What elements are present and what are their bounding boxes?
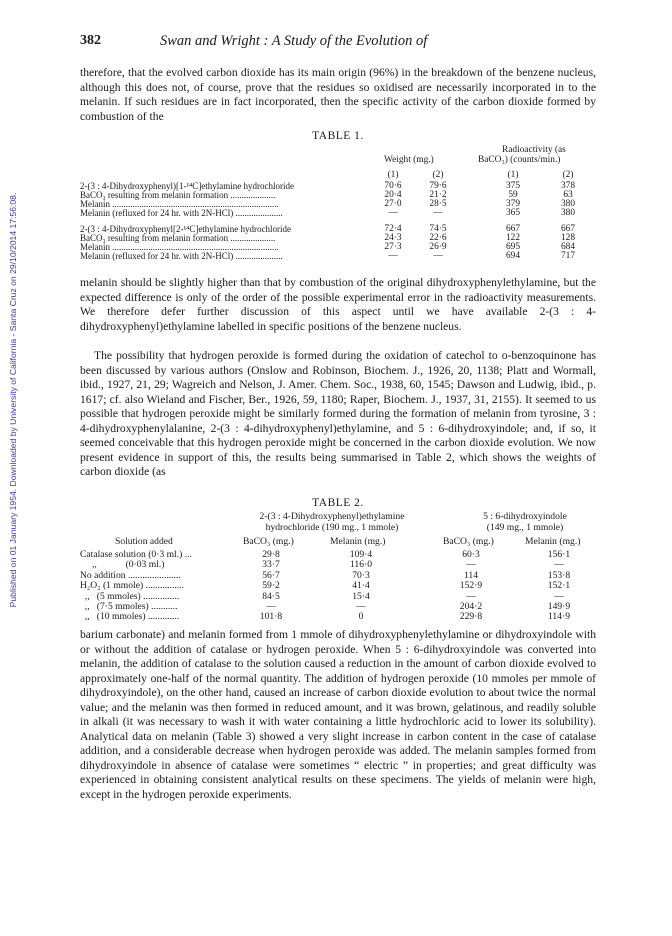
table-1-cell-r2: 380 [560,208,576,218]
table-2-cell-a1: — [266,601,276,612]
table-2-cell-b2: 149·9 [547,601,571,612]
table-1-cell-r1: 695 [505,242,521,252]
table-2-row-label: ,, (7·5 mmoles) ........... [80,601,178,612]
table-1-cell-w2: 28·5 [429,199,447,209]
running-head: Swan and Wright : A Study of the Evolution of [160,33,428,49]
table-2-group-1-line-1: 2-(3 : 4-Dihydroxyphenyl)ethylamine [259,511,405,522]
table-1-row-label: BaCO₃ resulting from melanin formation .................... [80,190,276,200]
table-2-col-baco3-a: BaCO₃ (mg.) [243,536,294,547]
table-1-cell-r1: 379 [505,199,521,209]
table-1-row-label: Melanin (refluxed for 24 hr. with 2N-HCl) ..................... [80,251,283,261]
table-2-cell-a1: 84·5 [262,590,280,602]
table-2-cell-b2: 114·9 [547,611,571,623]
table-2-cell-b1: 114 [463,569,479,581]
table-2-cell-b1: 204·2 [459,601,483,612]
table-1-sub-1: (1) [387,170,399,180]
table-2-cell-a2: 15·4 [352,590,370,602]
table-2-cell-b1: 60·3 [462,549,480,560]
table-1-cell-r1: 59 [508,190,518,200]
table-2-cell-b2: — [554,559,564,571]
table-2-row-label: No addition ...................... [80,569,181,581]
table-1-sub-4: (2) [562,170,574,180]
table-1-cell-r1: 375 [505,181,521,191]
table-1-cell-w2: — [433,208,443,218]
page-header [80,33,600,53]
table-2-col-melanin-b: Melanin (mg.) [525,536,581,547]
table-2-col-solution: Solution added [115,536,173,547]
paragraph-3: The possibility that hydrogen peroxide is formed during the oxidation of catechol to o-benzoquinone has been discussed by various authors (Onslow and Robinson, Biochem. J., 1926, 20, 1138; Platt and Wormall, ibid., 1927, 21, 29; Wagreich and Nelson, J. Amer. Chem. Soc., 1938, 60, 1545; Dawson and Ludwig, ibid., p. 1617; cf. also Wieland and Fischer, Ber., 1926, 59, 1180; Raper, Biochem. J., 1937, 31, 2155). It seemed to us possible that hydrogen peroxide might be similarly formed during the formation of melanin from tyrosine, 3 : 4-dihydroxyphenylalanine, 2-(3 : 4-dihydroxyphenyl)ethylamine, and 5 : 6-dihydroxyindole; and, if so, it seemed conceivable that this hydrogen peroxide might be concerned in the carbon dioxide evolution. We now present evidence in support of this, the results being summarised in Table 2, which shows the weights of carbon dioxide (as [80,349,596,478]
table-1-cell-w1: — [388,208,398,218]
table-2-col-melanin-a: Melanin (mg.) [330,536,386,547]
table-2-row-label: Catalase solution (0·3 ml.) ... [80,549,192,560]
table-1-cell-w2: 22·6 [429,233,447,243]
table-2-cell-b2: 156·1 [547,549,571,560]
table-2-row-label: ,, (10 mmoles) ............. [80,611,180,623]
table-1-cell-w1: 70·6 [384,181,402,191]
table-1-cell-r1: 122 [505,233,521,243]
paragraph-1: therefore, that the evolved carbon dioxide has its main origin (96%) in the breakdown of the benzene nucleus, although this does not, of course, prove that the residues so oxidised are necessarily incorporated in to the melanin. If such residues are in fact incorporated, then the specific activity of the carbon dioxide formed by combustion of the [80,66,596,123]
table-2-cell-a2: 70·3 [352,569,370,581]
table-1-cell-r1: 694 [505,251,521,261]
table-1-row-label: 2-(3 : 4-Dihydroxyphenyl)[1-¹⁴C]ethylamine hydrochloride [80,181,295,191]
table-1-cell-r2: 667 [560,224,576,234]
table-1-radio-header-1: Radioactivity (as [502,145,566,155]
table-2-cell-a1: 56·7 [262,569,280,581]
table-1-cell-w2: — [433,251,443,261]
table-2-cell-a2: 41·4 [352,580,370,592]
table-2-cell-b1: — [466,590,476,602]
page-number: 382 [80,33,101,48]
table-1-cell-r2: 63 [563,190,573,200]
table-1-cell-r2: 380 [560,199,576,209]
download-watermark [0,100,26,700]
table-2-row-label: H₂O₂ (1 mmole) ................ [80,580,184,592]
table-1-cell-r2: 684 [560,242,576,252]
table-2-cell-a2: 0 [358,611,364,623]
paragraph-2: melanin should be slightly higher than that by combustion of the original dihydroxyphenylethylamine, but the expected difference is only of the order of the possible experimental error in the radioactivity measurements. We therefore defer further discussion of this aspect until we have available 2-(3 : 4-dihydroxyphenyl)ethylamine labelled in specific positions of the benzene nucleus. [80,276,596,333]
table-1-cell-w2: 79·6 [429,181,447,191]
table-1-cell-w2: 74·5 [429,224,447,234]
table-2-cell-b1: 229·8 [459,611,483,623]
table-2-cell-a1: 101·8 [259,611,283,623]
table-1-cell-w2: 26·9 [429,242,447,252]
table-2-caption: TABLE 2. [312,497,364,509]
table-1-cell-w1: 27·0 [384,199,402,209]
table-2-cell-b1: — [466,559,476,571]
table-2-cell-b2: — [554,590,564,602]
table-1-row-label: Melanin .......................................................................... [80,242,279,252]
table-2-cell-b1: 152·9 [459,580,483,592]
table-1-cell-r2: 378 [560,181,576,191]
table-1-row-label: Melanin (refluxed for 24 hr. with 2N-HCl) ..................... [80,208,283,218]
table-1-radio-header-2: BaCO₃) (counts/min.) [478,155,561,165]
table-2-row-label: ,, (0·03 ml.) [80,559,165,571]
table-1-sub-2: (2) [432,170,444,180]
table-2-cell-b2: 152·1 [547,580,571,592]
table-2-group-2-line-2: (149 mg., 1 mmole) [486,522,564,533]
table-1-caption: TABLE 1. [312,130,364,142]
table-1-cell-w1: 27·3 [384,242,402,252]
table-1-cell-w1: 20·4 [384,190,402,200]
table-1-weight-header: Weight (mg.) [384,155,434,165]
table-2-cell-a1: 29·8 [262,549,280,560]
table-1-sub-3: (1) [507,170,519,180]
table-2-row-label: ,, (5 mmoles) ............... [80,590,180,602]
table-2-cell-a1: 33·7 [262,559,280,571]
table-1-cell-w1: 24·3 [384,233,402,243]
table-1-cell-w1: 72·4 [384,224,402,234]
table-2-col-baco3-b: BaCO₃ (mg.) [443,536,494,547]
table-1-cell-r1: 365 [505,208,521,218]
table-2-cell-a2: 109·4 [349,549,373,560]
table-1-row-label: Melanin .......................................................................... [80,199,279,209]
paragraph-4: barium carbonate) and melanin formed from 1 mmole of dihydroxyphenylethylamine or dihydroxyindole with or without the addition of catalase or hydrogen peroxide. When 5 : 6-dihydroxyindole was converted into melanin, the addition of catalase to the solution caused a reduction in the amount of carbon dioxide evolved to approximately one-half of the normal quantity. The addition of hydrogen peroxide (10 mmoles per mmole of dihydroxyindole), on the other hand, caused an increase of carbon dioxide evolution to about twice the normal value; and the melanin was then formed in reduced amount, and it was brown, gelatinous, and readily soluble in alkali (it was necessary to wash it with water containing a little hydrochloric acid to lower its solubility). Analytical data on melanin (Table 3) showed a very slight increase in carbon content in the case of catalase addition, and a considerable decrease when hydrogen peroxide was added. The melanin samples formed from dihydroxyindole in absence of catalase were sometimes “ electric ” in properties; and great difficulty was experienced in obtaining consistent analytical results on these specimens. The yields of melanin were high, except in the hydrogen peroxide experiments. [80,628,596,801]
download-note: Published on 01 January 1954. Downloaded by University of California - Santa Cruz on 29/10/2014 17:56:08. [8,192,18,608]
table-1-cell-r2: 128 [560,233,576,243]
table-1-cell-r2: 717 [560,251,576,261]
table-1-cell-r1: 667 [505,224,521,234]
table-2-group-2-line-1: 5 : 6-dihydroxyindole [483,511,567,522]
table-2-group-1-line-2: hydrochloride (190 mg., 1 mmole) [265,522,399,533]
table-1-cell-w1: — [388,251,398,261]
table-1-cell-w2: 21·2 [429,190,447,200]
table-2-cell-a1: 59·2 [262,580,280,592]
table-2-cell-a2: 116·0 [349,559,373,571]
table-2-cell-a2: — [356,601,366,612]
table-2-cell-b2: 153·8 [547,569,571,581]
table-1-row-label: BaCO₃ resulting from melanin formation .................... [80,233,276,243]
table-1-row-label: 2-(3 : 4-Dihydroxyphenyl[2-¹⁴C]ethylamine hydrochloride [80,224,292,234]
